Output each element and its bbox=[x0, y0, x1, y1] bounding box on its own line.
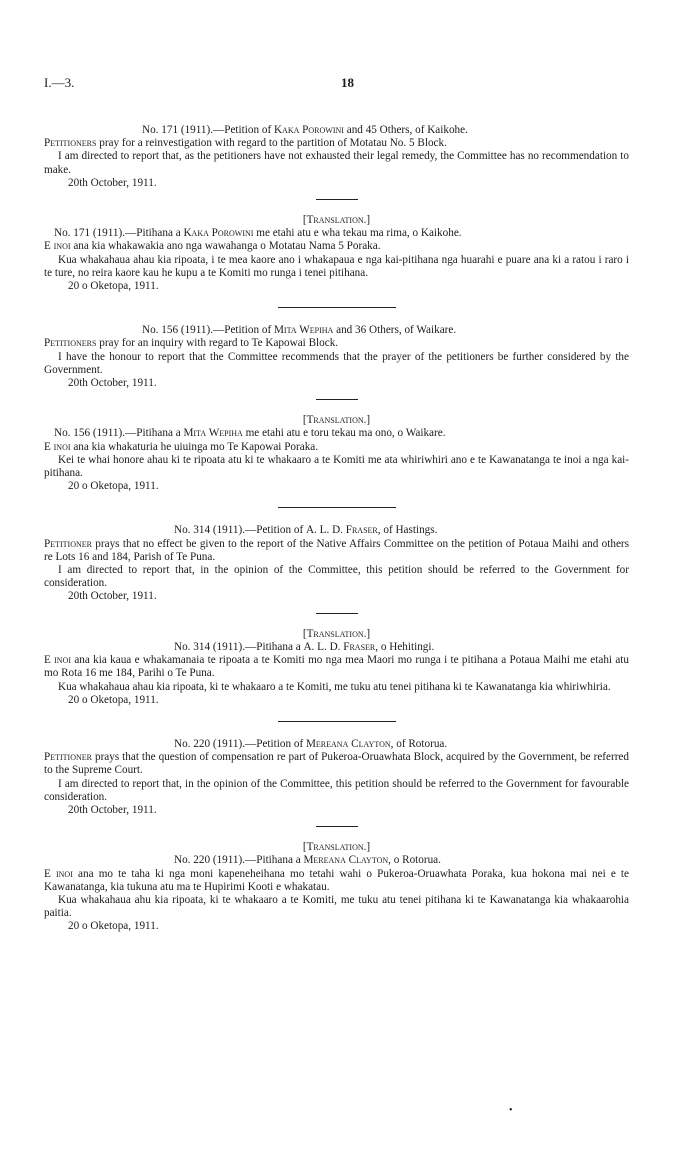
lead-word: Petitioners bbox=[44, 337, 97, 350]
petition-prayer bbox=[44, 137, 629, 150]
report-date: 20th October, 1911. bbox=[68, 377, 157, 390]
report-date: 20th October, 1911. bbox=[68, 803, 157, 816]
petition-prayer bbox=[44, 868, 629, 894]
lead-word: Petitioner bbox=[44, 751, 92, 764]
petitioner-name: Mereana Clayton bbox=[303, 854, 389, 867]
title-suffix: me etahi atu e toru tekau ma ono, o Waikare. bbox=[242, 427, 446, 440]
title-prefix: No. 314 (1911).—Petition of bbox=[174, 524, 306, 537]
report-date: 20th October, 1911. bbox=[68, 176, 157, 189]
lead-word: E inoi bbox=[44, 440, 71, 453]
petition-title bbox=[44, 641, 629, 654]
title-suffix: and 45 Others, of Kaikohe. bbox=[343, 124, 468, 136]
translation-section bbox=[44, 841, 629, 933]
short-divider bbox=[316, 399, 358, 400]
title-suffix: , o Rotorua. bbox=[388, 854, 441, 867]
translation-label: [Translation.] bbox=[302, 841, 371, 854]
title-prefix: No. 314 (1911).—Pitihana a bbox=[174, 640, 304, 653]
translation-label: [Translation.] bbox=[302, 414, 371, 427]
short-divider bbox=[316, 826, 358, 827]
title-prefix: No. 171 (1911).—Petition of bbox=[142, 124, 274, 136]
petition-prayer bbox=[44, 538, 629, 564]
petitioner-name: Mereana Clayton bbox=[305, 737, 391, 750]
petition-prayer bbox=[44, 240, 629, 253]
petition-title bbox=[44, 124, 629, 137]
committee-report: I am directed to report that, in the opinion of the Committee, this petition should be referred to the Government for favourable consideration. bbox=[44, 777, 629, 803]
petition-title bbox=[44, 524, 629, 537]
translation-section bbox=[44, 414, 629, 493]
lead-word: E inoi bbox=[44, 654, 72, 667]
short-divider bbox=[316, 613, 358, 614]
prayer-text: prays that no effect be given to the report of the Native Affairs Committee on the petition of Potaua Maihi and others re Lots 16 and 184, Parish of Te Puna. bbox=[44, 537, 629, 563]
petition-title bbox=[44, 427, 629, 440]
translation-section bbox=[44, 214, 629, 293]
petitioner-name: Kaka Porowini bbox=[183, 227, 254, 240]
petitioner-name: A. L. D. Fraser bbox=[303, 640, 376, 653]
prayer-text: ana kia kaua e whakamanaia te ripoata a te Komiti mo nga mea Maori mo runga i te pitihana a Potaua Maihi me etahi atu mo Rota 16 me 184, Parihi o Te Puna. bbox=[44, 654, 629, 680]
petition-prayer bbox=[44, 654, 629, 680]
long-divider bbox=[278, 507, 396, 508]
series-reference: I.—3. bbox=[44, 75, 75, 90]
petition-section bbox=[44, 738, 629, 817]
translation-label: [Translation.] bbox=[302, 214, 371, 227]
committee-report: Kua whakahaua ahau kia ripoata, i te mea kaore ano i whakapaua e nga kai-pitihana nga huarahi e puare ana ki a ratou i raro i te ture, no reira kaore kau he kupu a te Komiti mo runga i tenei pitihana. bbox=[44, 253, 629, 279]
lead-word: Petitioner bbox=[44, 537, 92, 550]
stray-mark: • bbox=[509, 1105, 513, 1116]
translation-label: [Translation.] bbox=[302, 627, 371, 640]
long-divider bbox=[278, 721, 396, 722]
committee-report: Kua whakahaua ahau kia ripoata, ki te whakaaro a te Komiti, me tuku atu tenei pitihana ki te Kawanatanga kia whiriwhiria. bbox=[58, 680, 611, 693]
title-suffix: and 36 Others, of Waikare. bbox=[333, 324, 457, 337]
petitioner-name: Mita Wepiha bbox=[273, 324, 334, 337]
prayer-text: ana kia whakaturia he uiuinga mo Te Kapowai Poraka. bbox=[70, 440, 319, 453]
title-prefix: No. 220 (1911).—Pitihana a bbox=[174, 854, 304, 867]
title-suffix: , of Hastings. bbox=[377, 524, 438, 537]
committee-report: I have the honour to report that the Committee recommends that the prayer of the petitioners be further considered by the Government. bbox=[44, 350, 629, 376]
prayer-text: ana kia whakawakia ano nga wawahanga o Motatau Nama 5 Poraka. bbox=[70, 240, 381, 253]
lead-word: Petitioners bbox=[44, 137, 97, 150]
title-prefix: No. 156 (1911).—Petition of bbox=[142, 324, 274, 337]
petitioner-name: A. L. D. Fraser bbox=[305, 524, 378, 537]
committee-report: I am directed to report that, as the petitioners have not exhausted their legal remedy, the Committee has no recommendation to make. bbox=[44, 150, 629, 176]
petition-title bbox=[44, 227, 629, 240]
committee-report: I am directed to report that, in the opinion of the Committee, this petition should be referred to the Government for consideration. bbox=[44, 564, 629, 590]
lead-word: E inoi bbox=[44, 867, 73, 880]
report-date: 20 o Oketopa, 1911. bbox=[68, 480, 159, 493]
short-divider bbox=[316, 199, 358, 200]
prayer-text: prays that the question of compensation re part of Pukeroa-Oruawhata Block, acquired by the Government, be referred to the Supreme Court. bbox=[44, 751, 629, 777]
title-prefix: No. 156 (1911).—Pitihana a bbox=[54, 427, 184, 440]
title-suffix: , o Hehitingi. bbox=[375, 640, 435, 653]
petition-prayer bbox=[44, 751, 629, 777]
report-date: 20 o Oketopa, 1911. bbox=[68, 920, 159, 933]
title-prefix: No. 171 (1911).—Pitihana a bbox=[54, 227, 184, 240]
prayer-text: pray for a reinvestigation with regard to the partition of Motatau No. 5 Block. bbox=[96, 137, 447, 150]
petitioner-name: Mita Wepiha bbox=[183, 427, 243, 440]
petition-title bbox=[44, 324, 629, 337]
petition-title bbox=[44, 854, 629, 867]
long-divider bbox=[278, 307, 396, 308]
petition-section bbox=[44, 124, 629, 190]
page-number: 18 bbox=[341, 75, 354, 90]
translation-section bbox=[44, 628, 629, 707]
petition-title bbox=[44, 738, 629, 751]
petitioner-name: Kaka Porowini bbox=[273, 124, 344, 136]
report-date: 20 o Oketopa, 1911. bbox=[68, 693, 159, 706]
petition-section bbox=[44, 524, 629, 603]
petition-section bbox=[44, 324, 629, 390]
title-suffix: , of Rotorua. bbox=[390, 737, 448, 750]
lead-word: E inoi bbox=[44, 240, 71, 253]
report-date: 20th October, 1911. bbox=[68, 590, 157, 603]
petition-prayer bbox=[44, 441, 629, 454]
prayer-text: ana mo te taha ki nga moni kapeneheihana mo tetahi wahi o Pukeroa-Oruawhata Poraka, kua hokona mai nei e te Kawanatanga, kia tukuna atu ma te Hupirimi Kooti e whakatau. bbox=[44, 867, 630, 893]
title-prefix: No. 220 (1911).—Petition of bbox=[174, 737, 306, 750]
committee-report: Kei te whai honore ahau ki te ripoata atu ki te whakaaro a te Komiti me ata whiriwhiri ano e te Kawanatanga te inoi a nga kai-pitihana. bbox=[44, 453, 629, 480]
title-suffix: me etahi atu e wha tekau ma rima, o Kaikohe. bbox=[253, 227, 462, 240]
petition-prayer bbox=[44, 337, 629, 350]
report-date: 20 o Oketopa, 1911. bbox=[68, 280, 159, 293]
document-body bbox=[44, 124, 629, 934]
committee-report: Kua whakahaua ahu kia ripoata, ki te whakaaro a te Komiti, me tuku atu tenei pitihana ki te Kawanatanga kia whakaarohia paitia. bbox=[44, 893, 629, 920]
prayer-text: pray for an inquiry with regard to Te Kapowai Block. bbox=[96, 337, 339, 350]
